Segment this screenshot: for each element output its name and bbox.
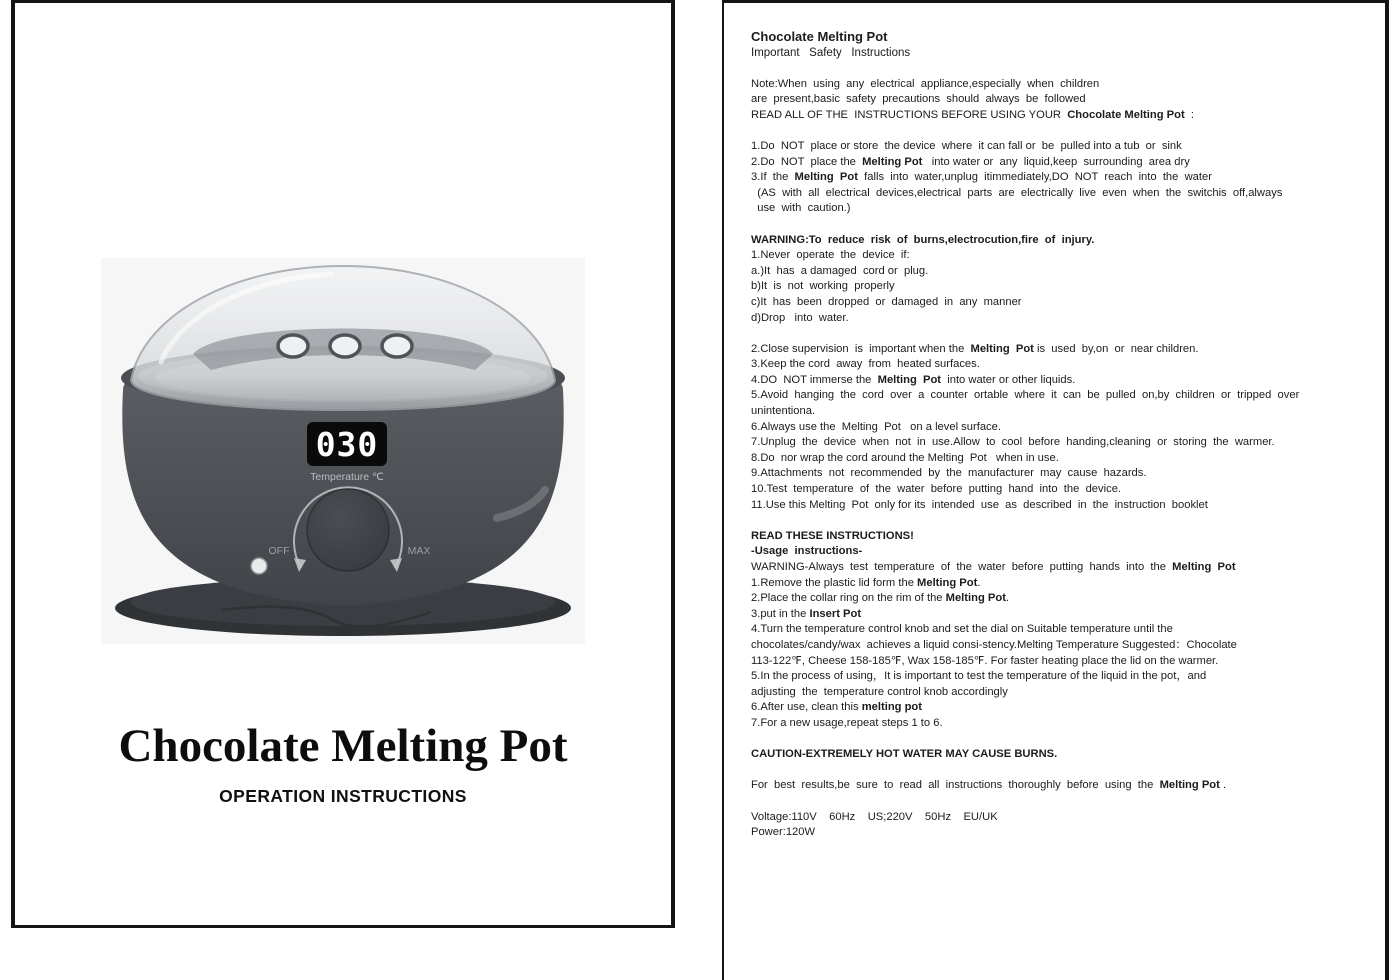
- instruction-line: CAUTION-EXTREMELY HOT WATER MAY CAUSE BURNS.: [751, 748, 1058, 761]
- left-page: [11, 0, 675, 928]
- instruction-line: 2.Place the collar ring on the rim of the Melting Pot.: [751, 592, 1010, 605]
- instruction-line: are present,basic safety precautions should always be followed: [751, 93, 1086, 106]
- instruction-line: Note:When using any electrical appliance,especially when children: [751, 77, 1100, 90]
- knob-max-label: MAX: [407, 545, 431, 557]
- instruction-line: (AS with all electrical devices,electrical parts are electrically live even when the switchis off,always: [751, 186, 1283, 199]
- vent-hole: [382, 335, 412, 357]
- instruction-line: 1.Do NOT place or store the device where it can fall or be pulled into a tub or sink: [751, 139, 1182, 152]
- power-indicator-light: [251, 558, 267, 574]
- instruction-line: 3.put in the Insert Pot: [751, 607, 862, 620]
- temperature-display-value: 030: [315, 425, 379, 464]
- instruction-line: d)Drop into water.: [751, 311, 849, 324]
- instruction-line: 1.Never operate the device if:: [751, 249, 910, 262]
- instruction-line: WARNING:To reduce risk of burns,electrocution,fire of injury.: [751, 233, 1095, 246]
- instruction-line: 9.Attachments not recommended by the manufacturer may cause hazards.: [751, 467, 1147, 480]
- instruction-line: 2.Do NOT place the Melting Pot into water or any liquid,keep surrounding area dry: [751, 155, 1190, 168]
- instruction-line: Voltage:110V 60Hz US;220V 50Hz EU/UK: [751, 810, 998, 823]
- instructions-header-title: Chocolate Melting Pot: [751, 29, 888, 44]
- instruction-line: c)It has been dropped or damaged in any manner: [751, 295, 1022, 308]
- instruction-line: 3.If the Melting Pot falls into water,unplug itimmediately,DO NOT reach into the water: [751, 171, 1212, 184]
- instruction-line: 10.Test temperature of the water before putting hand into the device.: [751, 483, 1122, 496]
- vent-hole: [330, 335, 360, 357]
- instruction-line: 2.Close supervision is important when the Melting Pot is used by,on or near children.: [751, 342, 1199, 355]
- instruction-line: chocolates/candy/wax achieves a liquid consi-stency.Melting Temperature Suggested：Chocolate: [751, 638, 1237, 651]
- instruction-line: b)It is not working properly: [751, 280, 895, 293]
- instructions-header-subtitle: Important Safety Instructions: [751, 47, 911, 59]
- instruction-line: WARNING-Always test temperature of the water before putting hands into the Melting Pot: [751, 561, 1236, 573]
- instruction-line: 11.Use this Melting Pot only for its intended use as described in the instruction booklet: [751, 498, 1208, 511]
- instruction-lines: [751, 77, 1376, 841]
- instruction-line: 7.For a new usage,repeat steps 1 to 6.: [751, 716, 943, 729]
- product-photo: [101, 258, 585, 644]
- instruction-line: Power:120W: [751, 826, 816, 839]
- operation-instructions-subtitle: OPERATION INSTRUCTIONS: [219, 786, 467, 806]
- instruction-line: READ THESE INSTRUCTIONS!: [751, 529, 914, 542]
- instruction-line: 7.Unplug the device when not in use.Allow to cool before handing,cleaning or storing the warmer.: [751, 436, 1275, 449]
- instruction-line: For best results,be sure to read all instructions thoroughly before using the Melting Pot .: [751, 779, 1227, 792]
- instruction-line: 4.DO NOT immerse the Melting Pot into water or other liquids.: [751, 373, 1076, 386]
- melting-pot-illustration: [101, 258, 585, 644]
- instructions-content: [751, 29, 1376, 841]
- right-page: [722, 0, 1389, 980]
- instruction-line: use with caution.): [751, 202, 851, 215]
- instruction-line: unintentiona.: [751, 405, 816, 418]
- instruction-line: 4.Turn the temperature control knob and set the dial on Suitable temperature until the: [751, 623, 1173, 636]
- instruction-line: 113-122℉, Cheese 158-185℉, Wax 158-185℉. For faster heating place the lid on the warmer.: [751, 654, 1219, 667]
- instruction-line: 5.In the process of using，It is important to test the temperature of the liquid in the pot，and: [751, 670, 1207, 683]
- product-title: Chocolate Melting Pot: [118, 720, 568, 772]
- knob-off-label: OFF: [268, 545, 290, 557]
- instruction-line: 1.Remove the plastic lid form the Melting Pot.: [751, 576, 981, 589]
- temperature-display-label: Temperature ℃: [310, 471, 384, 483]
- instruction-line: 8.Do nor wrap the cord around the Melting Pot when in use.: [751, 451, 1059, 464]
- instruction-line: 5.Avoid hanging the cord over a counter ortable where it can be pulled on,by children or tripped over: [751, 389, 1300, 402]
- vent-hole: [278, 335, 308, 357]
- instruction-line: -Usage instructions-: [751, 545, 863, 558]
- instruction-line: 6.After use, clean this melting pot: [751, 701, 922, 714]
- instruction-line: adjusting the temperature control knob accordingly: [751, 685, 1008, 698]
- instruction-line: a.)It has a damaged cord or plug.: [751, 264, 929, 277]
- instruction-line: 6.Always use the Melting Pot on a level surface.: [751, 420, 1001, 433]
- instruction-line: READ ALL OF THE INSTRUCTIONS BEFORE USING YOUR Chocolate Melting Pot :: [751, 108, 1195, 121]
- instruction-line: 3.Keep the cord away from heated surfaces.: [751, 358, 980, 371]
